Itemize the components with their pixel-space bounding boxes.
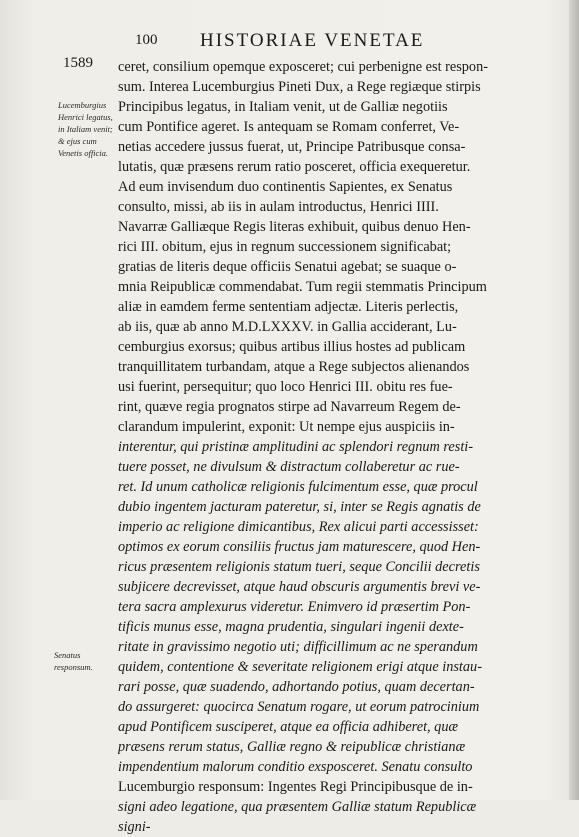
- text-line: consulto, missi, ab iis in aulam introductus, Henrici IIII.: [118, 199, 439, 215]
- text-line: Lucemburgio responsum: Ingentes Regi Principibusque de in-: [118, 779, 473, 795]
- text-line: optimos ex eorum consiliis fructus jam maturescere, quod Hen-: [118, 539, 481, 555]
- text-line: cum Pontifice ageret. Is antequam se Romam conferret, Ve-: [118, 119, 460, 135]
- text-line: imperio ac religione dimicantibus, Rex alicui parti accessisset:: [118, 519, 479, 535]
- text-line: apud Pontificem susciperet, atque ea officia adhiberet, quæ: [118, 719, 459, 735]
- text-line: tificis munus esse, magna prudentia, singulari ingenii dexte-: [118, 619, 464, 635]
- text-line: ritate in gravissimo negotio uti; difficillimum ac ne sperandum: [118, 639, 478, 655]
- text-line: ab iis, quæ ab anno M.D.LXXXV. in Gallia acciderant, Lu-: [118, 319, 457, 335]
- text-line: mnia Reipublicæ commendabat. Tum regii stemmatis Principum: [118, 279, 487, 295]
- text-line: rint, quæve regia prognatos stirpe ad Navarreum Regem de-: [118, 399, 461, 415]
- text-line: usi fuerint, persequitur; quo loco Henrici III. obitu res fue-: [118, 379, 453, 395]
- text-line: ricus præsentem religionis statum tueri, seque Concilii decretis: [118, 559, 480, 575]
- text-line: ceret, consilium opemque exposceret; cui perbenigne est respon-: [118, 59, 488, 75]
- text-line: lutatis, quæ præsens rerum ratio posceret, officia exequeretur.: [118, 159, 471, 175]
- text-line: rari posse, quæ suadendo, adhortando potius, quam decertan-: [118, 679, 475, 695]
- text-line: signi-: [118, 819, 151, 835]
- text-line: quidem, contentione & severitate religionem erigi atque instau-: [118, 659, 482, 675]
- text-line: tranquillitatem turbandam, atque a Rege subjectos alienandos: [118, 359, 470, 375]
- text-line: Navarræ Galliæque Regis literas exhibuit, quibus denuo Hen-: [118, 219, 471, 235]
- text-line: Ad eum invisendum duo continentis Sapientes, ex Senatus: [118, 179, 453, 195]
- text-line: dubio ingentem jacturam pateretur, si, inter se Regis agnatis de: [118, 499, 481, 515]
- text-line: ret. Id unum catholicæ religionis fulcimentum esse, quæ procul: [118, 479, 478, 495]
- page-number: 100: [135, 32, 158, 48]
- text-line: impendentium malorum conditio exsposceret. Senatu consulto: [118, 759, 473, 775]
- text-line: gratias de literis deque officiis Senatui agebat; se suaque o-: [118, 259, 457, 275]
- text-line: cemburgius exorsus; quibus artibus illius hostes ad publicam: [118, 339, 466, 355]
- text-line: sum. Interea Lucemburgius Pineti Dux, a Rege regiæque stirpis: [118, 79, 481, 95]
- text-line: signi adeo legatione, qua præsentem Galliæ statum Republicæ: [118, 799, 477, 815]
- text-line: do assurgeret: quocirca Senatum rogare, ut eorum patrocinium: [118, 699, 480, 715]
- body-text: [118, 57, 563, 837]
- margin-note-responsum: Senatus responsum.: [54, 650, 93, 672]
- text-line: rici III. obitum, ejus in regnum successionem significabat;: [118, 239, 452, 255]
- text-line: tuere posset, ne divulsum & distractum collaberetur ac rue-: [118, 459, 460, 475]
- text-line: præsens rerum status, Galliæ regno & reipublicæ christianæ: [118, 739, 466, 755]
- margin-year: 1589: [63, 55, 93, 71]
- page-header: [120, 30, 560, 54]
- running-title: HISTORIAE VENETAE: [200, 30, 425, 51]
- text-line: clarandum impulerint, exponit: Ut nempe ejus auspiciis in-: [118, 419, 455, 435]
- page-gutter-shadow: [569, 0, 579, 800]
- margin-note-legatus: Lucemburgius Henrici legatus, in Italiam venit; & ejus cum Venetis officia.: [58, 100, 113, 158]
- text-line: netias accedere jussus fuerat, ut, Principe Patribusque consa-: [118, 139, 466, 155]
- text-line: aliæ in eamdem ferme sententiam adjectæ. Literis perlectis,: [118, 299, 459, 315]
- text-line: interentur, qui pristinæ amplitudini ac splendori regnum resti-: [118, 439, 474, 455]
- text-line: tera sacra amplexurus videretur. Enimvero id præsertim Pon-: [118, 599, 471, 615]
- text-line: Principibus legatus, in Italiam venit, ut de Galliæ negotiis: [118, 99, 448, 115]
- text-line: subjicere decrevisset, atque haud obscuris argumentis brevi ve-: [118, 579, 481, 595]
